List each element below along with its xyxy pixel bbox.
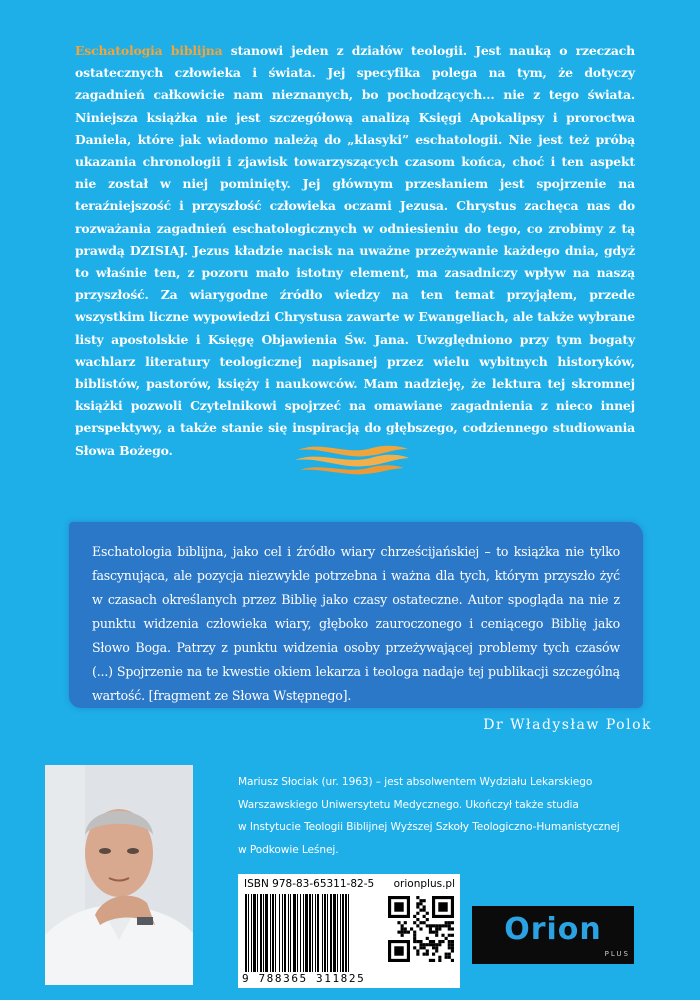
barcode-icon xyxy=(244,894,380,972)
logo-sub: PLUS xyxy=(604,950,630,958)
author-bio xyxy=(238,771,658,861)
author-bio-line: w Podkowie Leśnej. xyxy=(238,843,339,856)
qr-code-icon xyxy=(388,896,454,962)
website-label: orionplus.pl xyxy=(393,878,455,890)
isbn-label: ISBN 978-83-65311-82-5 xyxy=(244,878,375,890)
quote-text: Eschatologia biblijna, jako cel i źródło wiary chrześcijańskiej – to książka nie tylko fascynująca, ale pozycja niezwykle potrzebna i ważna dla tych, którym przyszło żyć w czasach określanych przez Biblię jako czasy ostateczne. Autor spogląda na nie z punktu widzenia człowieka wiary, głęboko zauroczonego i ceniącego Biblię jako Słowo Boga. Patrzy z punktu widzenia osoby przeżywającej problemy tych czasów (...) Spojrzenie na te kwestie okiem lekarza i teologa nadaje tej publikacji szczególną wartość. [fragment ze Słowa Wstępnego]. xyxy=(92,544,620,703)
author-bio-line: w Instytucie Teologii Biblijnej Wyższej Szkoły Teologiczno-Humanistycznej xyxy=(238,821,620,833)
wave-ornament xyxy=(292,441,412,475)
blurb-highlight: Eschatologia biblijna xyxy=(75,43,223,58)
blurb-paragraph xyxy=(75,40,635,462)
author-bio-line: Mariusz Słociak (ur. 1963) – jest absolwentem Wydziału Lekarskiego xyxy=(238,776,593,788)
barcode-digits: 9 788365 311825 xyxy=(242,972,366,985)
blurb-text: stanowi jeden z działów teologii. Jest nauką o rzeczach ostatecznych człowieka i świata. Jej specyfika polega na tym, że dotyczy zagadnień całkowicie nam nieznanych, bo pochodzących... nie z tego świata. Niniejsza książka nie jest szczegółową analizą Księgi Apokalipsy i proroctwa Daniela, które jak wiadomo należą do „klasyki” eschatologii. Nie jest też próbą ukazania chronologii i zjawisk towarzyszących czasom końca, choć i ten aspekt nie został w niej pominięty. Jej głównym przesłaniem jest spojrzenie na teraźniejszość i przyszłość człowieka oczami Jezusa. Chrystus zachęca nas do rozważania zagadnień eschatologicznych w odniesieniu do tego, co zrobimy z tą prawdą DZISIAJ. Jezus kładzie nacisk na uważne przeżywanie każdego dnia, gdyż to właśnie ten, z pozoru mało istotny element, ma zasadniczy wpływ na naszą przyszłość. Za wiarygodne źródło wiedzy na ten temat przyjąłem, przede wszystkim liczne wypowiedzi Chrystusa zawarte w Ewangeliach, ale także wybrane listy apostolskie i Księgę Objawienia Św. Jana. Uwzględniono przy tym bogaty wachlarz literatury teologicznej napisanej przez wielu wybitnych historyków, biblistów, pastorów, księży i naukowców. Mam nadzieję, że lektura tej skromnej książki pozwoli Czytelnikowi spojrzeć na omawiane zagadnienia z nieco innej perspektywy, a także stanie się inspiracją do głębszego, codziennego studiowania Słowa Bożego. xyxy=(75,43,636,458)
logo-name: Orion xyxy=(504,912,602,947)
publisher-logo xyxy=(472,906,634,964)
barcode-panel xyxy=(238,874,460,988)
author-bio-line: Warszawskiego Uniwersytetu Medycznego. Ukończył także studia xyxy=(238,798,579,811)
author-photo xyxy=(45,765,193,985)
quote-author: Dr Władysław Polok xyxy=(483,717,652,733)
